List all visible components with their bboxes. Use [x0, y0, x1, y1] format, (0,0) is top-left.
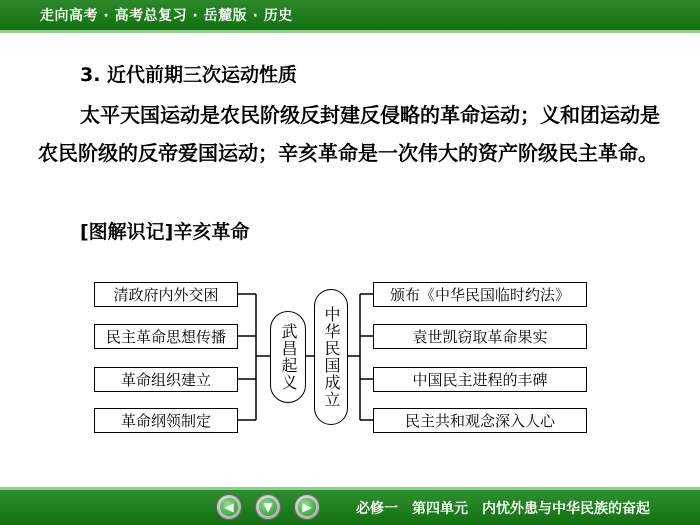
event-wuchang-label: 武昌起义 — [279, 323, 298, 391]
left-arrow-icon: ◀ — [220, 498, 238, 516]
cause-box-3: 革命组织建立 — [94, 367, 238, 392]
section-paragraph: 太平天国运动是农民阶级反封建反侵略的革命运动；义和团运动是农民阶级的反帝爱国运动；辛亥革命是一次伟大的资产阶级民主革命。 — [38, 103, 660, 165]
footer-text: 必修一 第四单元 内忧外患与中华民族的奋起 — [356, 501, 650, 517]
right-arrow-icon: ▶ — [298, 498, 316, 516]
down-arrow-icon: ▼ — [259, 498, 277, 516]
result-box-3: 中国民主进程的丰碑 — [373, 367, 587, 392]
result-box-4: 民主共和观念深入人心 — [373, 408, 587, 433]
event-wuchang-uprising — [270, 311, 306, 403]
prev-button[interactable] — [216, 494, 242, 520]
event-roc-label: 中华民国成立 — [322, 306, 341, 408]
diagram-subheading: [图解识记]辛亥革命 — [80, 221, 250, 243]
next-button[interactable] — [294, 494, 320, 520]
cause-box-2: 民主革命思想传播 — [94, 324, 238, 349]
cause-box-1: 清政府内外交困 — [94, 282, 238, 307]
cause-box-4: 革命纲领制定 — [94, 408, 238, 433]
result-box-2: 袁世凯窃取革命果实 — [373, 324, 587, 349]
footer-bar — [0, 490, 700, 525]
result-box-1: 颁布《中华民国临时约法》 — [373, 282, 587, 307]
header-title: 走向高考 · 高考总复习 · 岳麓版 · 历史 — [40, 8, 293, 24]
home-button[interactable] — [255, 494, 281, 520]
section-heading: 3. 近代前期三次运动性质 — [80, 64, 298, 86]
event-roc-founded — [314, 289, 348, 425]
